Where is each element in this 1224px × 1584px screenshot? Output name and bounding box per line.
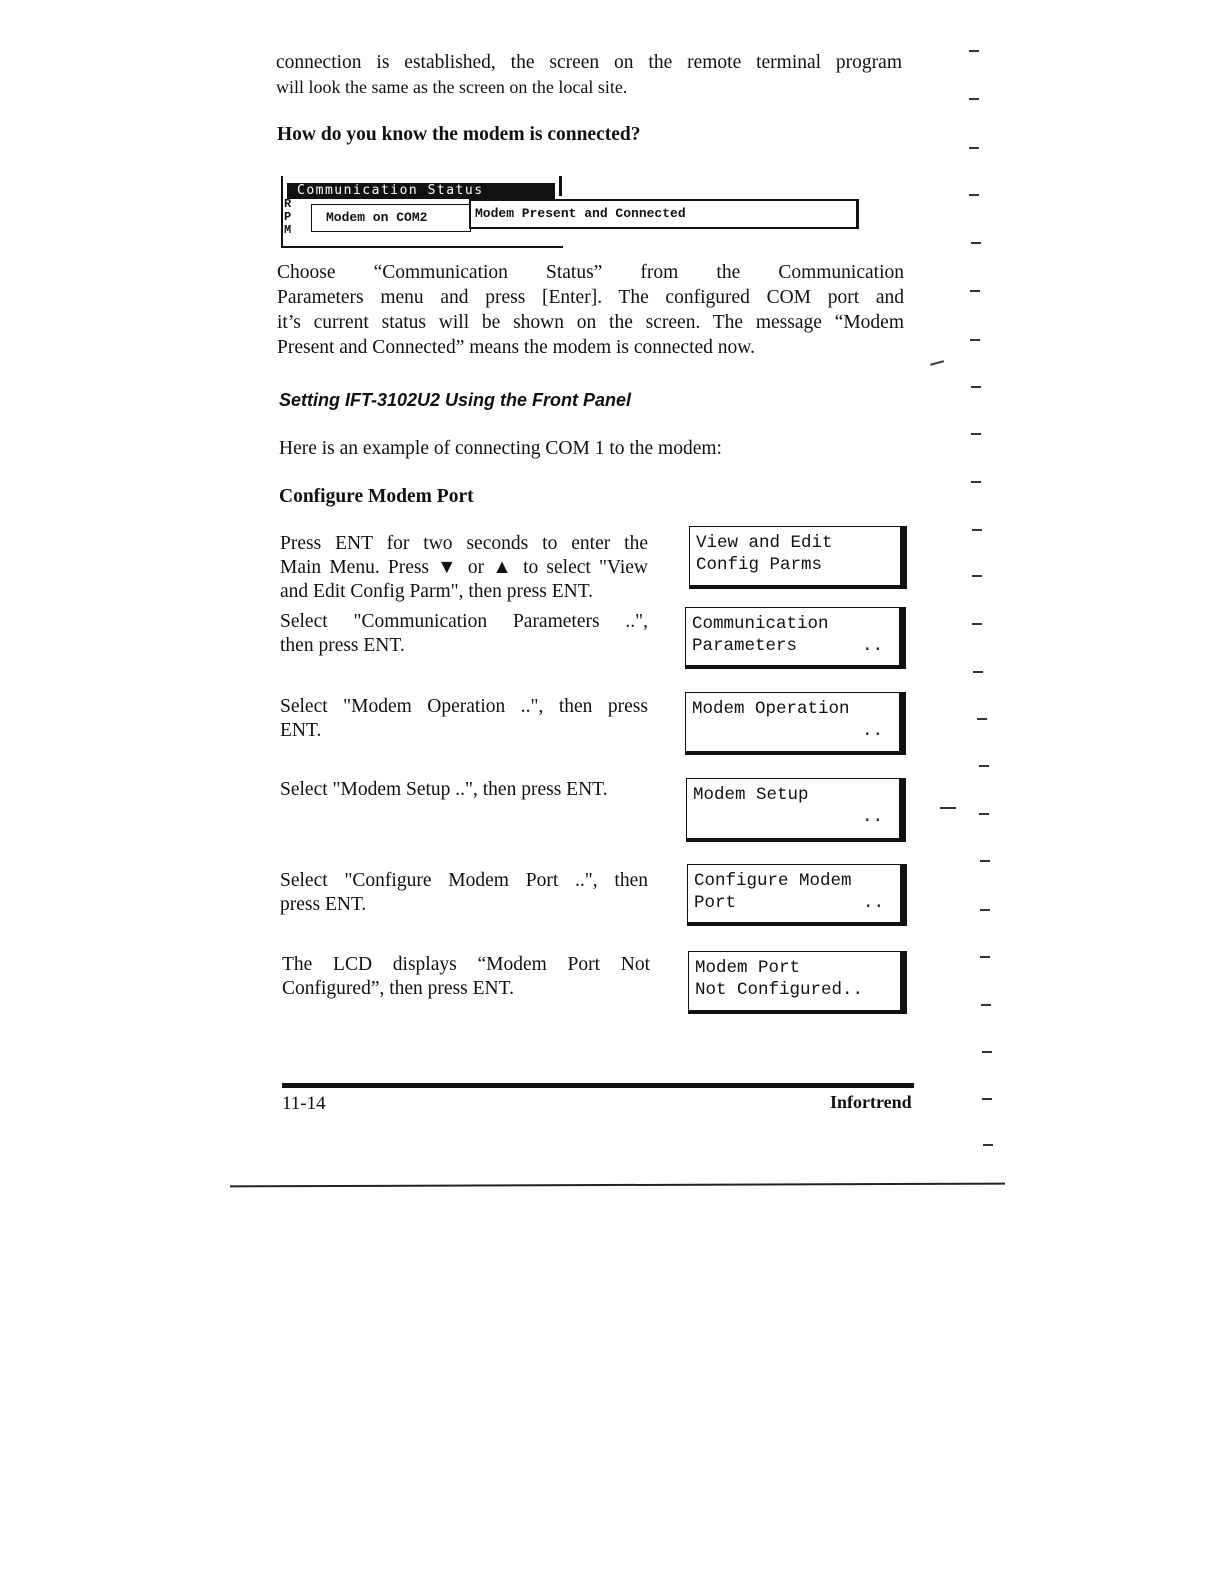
- status-window-title: [287, 183, 555, 199]
- example-intro: Here is an example of connecting COM 1 to the modem:: [279, 438, 722, 459]
- step-1-text: [280, 532, 648, 604]
- step-6-line-1: The LCD displays “Modem Port Not: [282, 954, 650, 975]
- lcd-2-line-1: Communication: [692, 614, 829, 634]
- lcd-4-dots: ..: [861, 807, 883, 827]
- description-paragraph: [277, 260, 904, 360]
- subsection-title: Configure Modem Port: [279, 486, 474, 507]
- step-3-line-2: ENT.: [280, 720, 322, 741]
- lcd-6-line-1: Modem Port: [695, 958, 801, 978]
- description-line-4: Present and Connected” means the modem is connected now.: [277, 337, 755, 358]
- lcd-4-line-1: Modem Setup: [693, 785, 809, 805]
- step-3-line-1: Select "Modem Operation ..", then press: [280, 696, 648, 717]
- intro-paragraph: [276, 50, 902, 100]
- description-line-1: Choose “Communication Status” from the Communication: [277, 262, 904, 283]
- page-edge-line: [230, 1183, 1005, 1187]
- step-5-line-1: Select "Configure Modem Port ..", then: [280, 870, 648, 891]
- lcd-2-line-2: [692, 635, 893, 657]
- lcd-1-line-2: Config Parms: [696, 555, 823, 575]
- lcd-view-and-edit: [689, 526, 907, 589]
- step-6-line-2: Configured”, then press ENT.: [282, 978, 514, 999]
- lcd-5-line-2-text: Port: [694, 893, 737, 913]
- port-cell: [311, 204, 471, 232]
- status-window-title-text: Communication Status: [297, 183, 484, 198]
- status-window-frame-left: [281, 176, 283, 248]
- step-2-text: [280, 610, 648, 658]
- intro-line-1: connection is established, the screen on the remote terminal program: [276, 52, 902, 73]
- lcd-modem-operation: [685, 692, 906, 755]
- step-2-line-2: then press ENT.: [280, 635, 405, 656]
- lcd-modem-port-not-configured: [688, 951, 907, 1014]
- status-window: [281, 176, 861, 248]
- footer-rule: [282, 1083, 914, 1088]
- step-2-line-1: Select "Communication Parameters ..",: [280, 611, 648, 632]
- footer-page-number: 11-14: [282, 1093, 326, 1114]
- lcd-2-dots: ..: [861, 636, 883, 656]
- side-letter-m: M: [284, 223, 292, 237]
- lcd-communication-parameters: [685, 607, 906, 669]
- lcd-3-line-2: [692, 720, 893, 742]
- lcd-5-line-1: Configure Modem: [694, 871, 852, 891]
- lcd-3-line-1: Modem Operation: [692, 699, 850, 719]
- status-cell: [469, 199, 859, 229]
- section-title: Setting IFT-3102U2 Using the Front Panel: [279, 390, 632, 410]
- footer-brand: Infortrend: [830, 1092, 912, 1112]
- lcd-1-line-1: View and Edit: [696, 533, 833, 553]
- step-5-line-2: press ENT.: [280, 894, 367, 915]
- description-line-3: it’s current status will be shown on the screen. The message “Modem: [277, 312, 904, 333]
- step-4-line-1: Select "Modem Setup ..", then press ENT.: [280, 779, 608, 800]
- lcd-2-line-2-text: Parameters: [692, 636, 798, 656]
- step-6-text: [282, 953, 650, 1001]
- side-letter-p: P: [284, 210, 292, 224]
- lcd-4-line-2: [693, 806, 893, 828]
- step-5-text: [280, 869, 648, 917]
- step-1-line-1: Press ENT for two seconds to enter the: [280, 533, 648, 554]
- lcd-modem-setup: [686, 778, 906, 842]
- side-letter-r: R: [284, 197, 292, 211]
- step-3-text: [280, 695, 648, 743]
- port-cell-text: Modem on COM2: [326, 210, 428, 225]
- step-1-line-3: and Edit Config Parm", then press ENT.: [280, 581, 594, 602]
- intro-line-2: will look the same as the screen on the local site.: [276, 77, 628, 97]
- lcd-6-line-2: Not Configured..: [695, 980, 864, 1000]
- step-1-line-2: Main Menu. Press ▼ or ▲ to select "View: [280, 557, 648, 578]
- lcd-3-dots: ..: [861, 721, 883, 741]
- lcd-5-dots: ..: [862, 893, 884, 913]
- status-cell-text: Modem Present and Connected: [475, 206, 686, 221]
- question-heading: How do you know the modem is connected?: [277, 124, 641, 145]
- description-line-2: Parameters menu and press [Enter]. The configured COM port and: [277, 287, 904, 308]
- status-window-frame-bottom: [281, 246, 563, 248]
- status-window-frame-right: [559, 176, 562, 196]
- lcd-5-line-2: [694, 892, 894, 914]
- step-4-text: [280, 778, 660, 802]
- lcd-configure-modem-port: [687, 864, 907, 926]
